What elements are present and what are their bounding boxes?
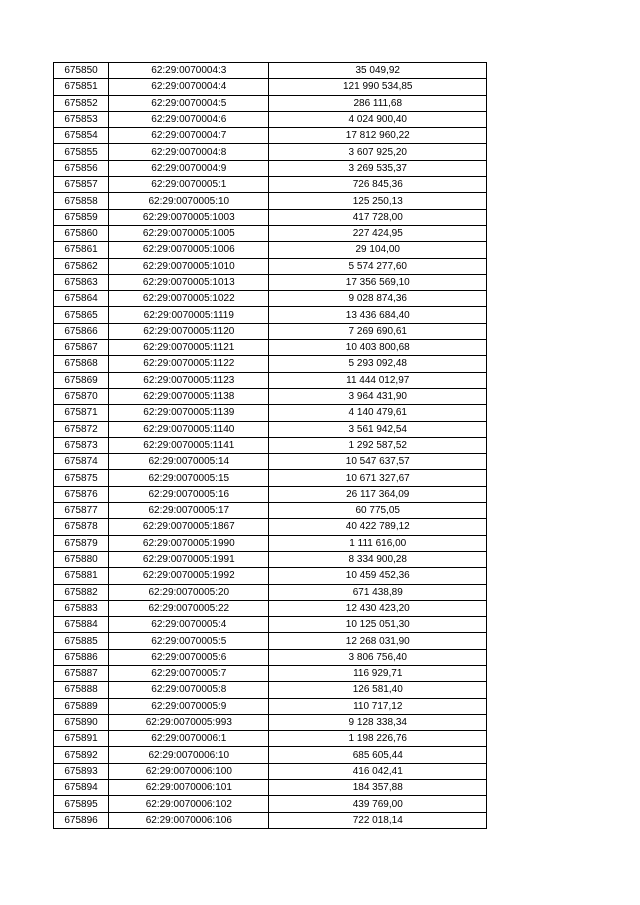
row-number-cell: 675885 <box>54 633 109 649</box>
table-row <box>54 551 487 567</box>
cadastral-value-cell: 184 357,88 <box>269 780 487 796</box>
cadastral-number-cell: 62:29:0070005:1992 <box>109 568 269 584</box>
cadastral-value-cell: 110 717,12 <box>269 698 487 714</box>
table-row <box>54 242 487 258</box>
cadastral-value-cell: 116 929,71 <box>269 665 487 681</box>
cadastral-number-cell: 62:29:0070005:1 <box>109 177 269 193</box>
row-number-cell: 675867 <box>54 340 109 356</box>
row-number-cell: 675858 <box>54 193 109 209</box>
cadastral-number-cell: 62:29:0070005:4 <box>109 617 269 633</box>
row-number-cell: 675863 <box>54 274 109 290</box>
cadastral-value-table <box>53 62 487 829</box>
table-row <box>54 780 487 796</box>
cadastral-number-cell: 62:29:0070004:6 <box>109 111 269 127</box>
cadastral-number-cell: 62:29:0070005:1006 <box>109 242 269 258</box>
row-number-cell: 675888 <box>54 682 109 698</box>
cadastral-number-cell: 62:29:0070005:1122 <box>109 356 269 372</box>
cadastral-number-cell: 62:29:0070005:1140 <box>109 421 269 437</box>
table-row <box>54 160 487 176</box>
row-number-cell: 675857 <box>54 177 109 193</box>
row-number-cell: 675861 <box>54 242 109 258</box>
table-row <box>54 584 487 600</box>
table-row <box>54 95 487 111</box>
row-number-cell: 675889 <box>54 698 109 714</box>
row-number-cell: 675850 <box>54 63 109 79</box>
row-number-cell: 675856 <box>54 160 109 176</box>
cadastral-value-cell: 9 128 338,34 <box>269 714 487 730</box>
table-row <box>54 747 487 763</box>
table-row <box>54 633 487 649</box>
cadastral-number-cell: 62:29:0070005:15 <box>109 470 269 486</box>
row-number-cell: 675884 <box>54 617 109 633</box>
cadastral-value-cell: 3 561 942,54 <box>269 421 487 437</box>
cadastral-value-cell: 3 964 431,90 <box>269 388 487 404</box>
table-row <box>54 79 487 95</box>
row-number-cell: 675876 <box>54 486 109 502</box>
cadastral-value-cell: 3 806 756,40 <box>269 649 487 665</box>
cadastral-number-cell: 62:29:0070004:5 <box>109 95 269 111</box>
cadastral-number-cell: 62:29:0070005:1123 <box>109 372 269 388</box>
table-row <box>54 421 487 437</box>
cadastral-value-cell: 5 293 092,48 <box>269 356 487 372</box>
cadastral-value-cell: 13 436 684,40 <box>269 307 487 323</box>
row-number-cell: 675882 <box>54 584 109 600</box>
row-number-cell: 675859 <box>54 209 109 225</box>
cadastral-value-cell: 3 607 925,20 <box>269 144 487 160</box>
table-row <box>54 763 487 779</box>
row-number-cell: 675870 <box>54 388 109 404</box>
table-row <box>54 617 487 633</box>
table-row <box>54 731 487 747</box>
table-row <box>54 144 487 160</box>
cadastral-value-cell: 8 334 900,28 <box>269 551 487 567</box>
table-row <box>54 356 487 372</box>
table-row <box>54 519 487 535</box>
row-number-cell: 675871 <box>54 405 109 421</box>
cadastral-value-cell: 10 459 452,36 <box>269 568 487 584</box>
cadastral-value-cell: 40 422 789,12 <box>269 519 487 535</box>
cadastral-value-cell: 671 438,89 <box>269 584 487 600</box>
cadastral-value-cell: 417 728,00 <box>269 209 487 225</box>
row-number-cell: 675894 <box>54 780 109 796</box>
cadastral-value-cell: 5 574 277,60 <box>269 258 487 274</box>
row-number-cell: 675879 <box>54 535 109 551</box>
table-row <box>54 177 487 193</box>
cadastral-value-cell: 286 111,68 <box>269 95 487 111</box>
cadastral-value-cell: 7 269 690,61 <box>269 323 487 339</box>
table-row <box>54 405 487 421</box>
cadastral-value-cell: 722 018,14 <box>269 812 487 828</box>
cadastral-value-cell: 126 581,40 <box>269 682 487 698</box>
table-row <box>54 193 487 209</box>
table-row <box>54 437 487 453</box>
row-number-cell: 675854 <box>54 128 109 144</box>
cadastral-number-cell: 62:29:0070005:9 <box>109 698 269 714</box>
cadastral-number-cell: 62:29:0070006:101 <box>109 780 269 796</box>
cadastral-number-cell: 62:29:0070004:9 <box>109 160 269 176</box>
cadastral-value-cell: 439 769,00 <box>269 796 487 812</box>
cadastral-number-cell: 62:29:0070005:1141 <box>109 437 269 453</box>
cadastral-number-cell: 62:29:0070005:1139 <box>109 405 269 421</box>
row-number-cell: 675893 <box>54 763 109 779</box>
cadastral-number-cell: 62:29:0070005:1010 <box>109 258 269 274</box>
row-number-cell: 675872 <box>54 421 109 437</box>
row-number-cell: 675864 <box>54 291 109 307</box>
table-row <box>54 209 487 225</box>
row-number-cell: 675851 <box>54 79 109 95</box>
table-row <box>54 665 487 681</box>
cadastral-value-cell: 10 125 051,30 <box>269 617 487 633</box>
row-number-cell: 675896 <box>54 812 109 828</box>
table-row <box>54 796 487 812</box>
cadastral-value-cell: 17 356 569,10 <box>269 274 487 290</box>
cadastral-number-cell: 62:29:0070006:100 <box>109 763 269 779</box>
row-number-cell: 675853 <box>54 111 109 127</box>
row-number-cell: 675874 <box>54 454 109 470</box>
cadastral-value-cell: 60 775,05 <box>269 503 487 519</box>
cadastral-value-cell: 1 198 226,76 <box>269 731 487 747</box>
row-number-cell: 675886 <box>54 649 109 665</box>
cadastral-number-cell: 62:29:0070005:1013 <box>109 274 269 290</box>
cadastral-number-cell: 62:29:0070004:3 <box>109 63 269 79</box>
table-row <box>54 291 487 307</box>
cadastral-number-cell: 62:29:0070005:1119 <box>109 307 269 323</box>
cadastral-number-cell: 62:29:0070005:14 <box>109 454 269 470</box>
cadastral-number-cell: 62:29:0070005:993 <box>109 714 269 730</box>
row-number-cell: 675865 <box>54 307 109 323</box>
cadastral-value-cell: 35 049,92 <box>269 63 487 79</box>
row-number-cell: 675883 <box>54 600 109 616</box>
cadastral-value-cell: 12 268 031,90 <box>269 633 487 649</box>
table-row <box>54 128 487 144</box>
table-body <box>54 63 487 829</box>
row-number-cell: 675877 <box>54 503 109 519</box>
cadastral-number-cell: 62:29:0070006:106 <box>109 812 269 828</box>
cadastral-number-cell: 62:29:0070004:4 <box>109 79 269 95</box>
cadastral-value-cell: 29 104,00 <box>269 242 487 258</box>
row-number-cell: 675866 <box>54 323 109 339</box>
cadastral-value-cell: 125 250,13 <box>269 193 487 209</box>
cadastral-number-cell: 62:29:0070006:10 <box>109 747 269 763</box>
cadastral-number-cell: 62:29:0070006:102 <box>109 796 269 812</box>
row-number-cell: 675891 <box>54 731 109 747</box>
table-row <box>54 486 487 502</box>
row-number-cell: 675892 <box>54 747 109 763</box>
row-number-cell: 675887 <box>54 665 109 681</box>
table-row <box>54 649 487 665</box>
table-row <box>54 340 487 356</box>
row-number-cell: 675881 <box>54 568 109 584</box>
table-row <box>54 111 487 127</box>
cadastral-value-cell: 3 269 535,37 <box>269 160 487 176</box>
row-number-cell: 675880 <box>54 551 109 567</box>
table-row <box>54 274 487 290</box>
cadastral-number-cell: 62:29:0070005:6 <box>109 649 269 665</box>
table-row <box>54 470 487 486</box>
table-row <box>54 600 487 616</box>
cadastral-number-cell: 62:29:0070005:17 <box>109 503 269 519</box>
cadastral-value-cell: 4 024 900,40 <box>269 111 487 127</box>
table-row <box>54 258 487 274</box>
cadastral-number-cell: 62:29:0070005:5 <box>109 633 269 649</box>
cadastral-number-cell: 62:29:0070005:10 <box>109 193 269 209</box>
cadastral-number-cell: 62:29:0070005:1138 <box>109 388 269 404</box>
table-row <box>54 454 487 470</box>
table-row <box>54 535 487 551</box>
table-row <box>54 682 487 698</box>
cadastral-number-cell: 62:29:0070005:16 <box>109 486 269 502</box>
cadastral-value-cell: 1 292 587,52 <box>269 437 487 453</box>
table-row <box>54 372 487 388</box>
cadastral-number-cell: 62:29:0070005:1022 <box>109 291 269 307</box>
cadastral-value-cell: 685 605,44 <box>269 747 487 763</box>
cadastral-value-cell: 1 111 616,00 <box>269 535 487 551</box>
table-row <box>54 714 487 730</box>
cadastral-number-cell: 62:29:0070005:20 <box>109 584 269 600</box>
row-number-cell: 675862 <box>54 258 109 274</box>
row-number-cell: 675855 <box>54 144 109 160</box>
cadastral-number-cell: 62:29:0070005:1003 <box>109 209 269 225</box>
row-number-cell: 675895 <box>54 796 109 812</box>
cadastral-value-cell: 726 845,36 <box>269 177 487 193</box>
cadastral-number-cell: 62:29:0070005:8 <box>109 682 269 698</box>
cadastral-value-cell: 10 547 637,57 <box>269 454 487 470</box>
row-number-cell: 675869 <box>54 372 109 388</box>
table-row <box>54 503 487 519</box>
row-number-cell: 675873 <box>54 437 109 453</box>
row-number-cell: 675860 <box>54 225 109 241</box>
row-number-cell: 675852 <box>54 95 109 111</box>
table-row <box>54 698 487 714</box>
table-row <box>54 812 487 828</box>
cadastral-value-cell: 227 424,95 <box>269 225 487 241</box>
row-number-cell: 675890 <box>54 714 109 730</box>
cadastral-number-cell: 62:29:0070006:1 <box>109 731 269 747</box>
cadastral-value-cell: 416 042,41 <box>269 763 487 779</box>
cadastral-value-cell: 10 403 800,68 <box>269 340 487 356</box>
cadastral-number-cell: 62:29:0070004:8 <box>109 144 269 160</box>
table-row <box>54 307 487 323</box>
row-number-cell: 675878 <box>54 519 109 535</box>
table-row <box>54 568 487 584</box>
cadastral-number-cell: 62:29:0070005:1120 <box>109 323 269 339</box>
table-row <box>54 225 487 241</box>
cadastral-value-cell: 12 430 423,20 <box>269 600 487 616</box>
cadastral-number-cell: 62:29:0070005:22 <box>109 600 269 616</box>
table-row <box>54 388 487 404</box>
cadastral-value-cell: 11 444 012,97 <box>269 372 487 388</box>
cadastral-value-cell: 10 671 327,67 <box>269 470 487 486</box>
row-number-cell: 675875 <box>54 470 109 486</box>
row-number-cell: 675868 <box>54 356 109 372</box>
cadastral-value-cell: 9 028 874,36 <box>269 291 487 307</box>
cadastral-number-cell: 62:29:0070005:1867 <box>109 519 269 535</box>
cadastral-number-cell: 62:29:0070005:1121 <box>109 340 269 356</box>
cadastral-number-cell: 62:29:0070005:1991 <box>109 551 269 567</box>
cadastral-number-cell: 62:29:0070005:1990 <box>109 535 269 551</box>
table-row <box>54 323 487 339</box>
cadastral-number-cell: 62:29:0070005:1005 <box>109 225 269 241</box>
cadastral-value-cell: 121 990 534,85 <box>269 79 487 95</box>
cadastral-value-cell: 4 140 479,61 <box>269 405 487 421</box>
cadastral-value-cell: 26 117 364,09 <box>269 486 487 502</box>
table-row <box>54 63 487 79</box>
cadastral-value-cell: 17 812 960,22 <box>269 128 487 144</box>
cadastral-number-cell: 62:29:0070004:7 <box>109 128 269 144</box>
cadastral-number-cell: 62:29:0070005:7 <box>109 665 269 681</box>
